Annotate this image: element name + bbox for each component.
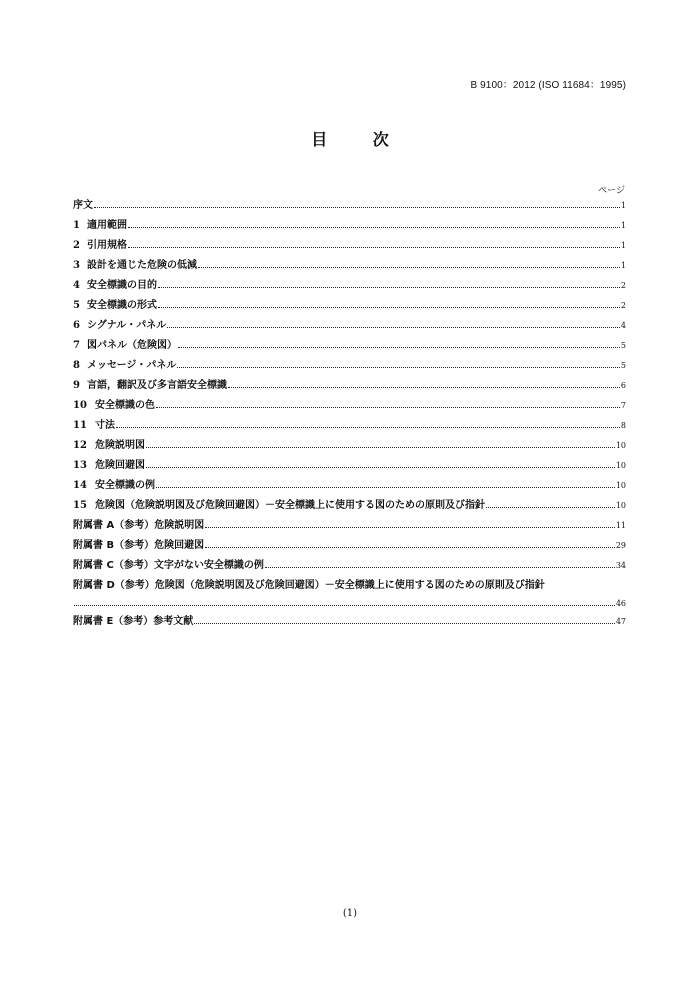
- toc-entry[interactable]: [73, 476, 626, 496]
- toc-entry-page: 10: [615, 441, 626, 450]
- toc-entry[interactable]: [73, 276, 626, 296]
- dot-leader: [146, 466, 615, 468]
- dot-leader: [156, 406, 620, 408]
- toc-entry-label: 安全標識の色: [95, 400, 155, 411]
- table-of-contents: [73, 196, 626, 632]
- toc-entry-label: 附属書 C（参考）文字がない安全標識の例: [73, 560, 264, 571]
- toc-entry[interactable]: [73, 256, 626, 276]
- toc-entry-label: 引用規格: [87, 240, 127, 251]
- toc-entry-number: 7: [73, 340, 80, 351]
- toc-entry-label: 附属書 D（参考）危険図（危険説明図及び危険回避図）－安全標識上に使用する図のための原則及び指針: [73, 580, 545, 591]
- toc-entry-number: 15: [73, 500, 87, 511]
- toc-entry-page: 7: [620, 401, 626, 410]
- toc-entry[interactable]: [73, 516, 626, 536]
- document-code: B 9100：2012 (ISO 11684：1995): [470, 80, 626, 91]
- toc-entry[interactable]: [73, 612, 626, 632]
- toc-entry[interactable]: [73, 216, 626, 236]
- dot-leader: [198, 266, 620, 268]
- dot-leader: [128, 246, 620, 248]
- toc-entry-number: 9: [73, 380, 80, 391]
- toc-entry-label: 安全標識の例: [95, 480, 155, 491]
- toc-entry-number: 4: [73, 280, 80, 291]
- dot-leader: [167, 326, 620, 328]
- toc-entry-page: 34: [615, 561, 626, 570]
- toc-entry[interactable]: [73, 496, 626, 516]
- toc-entry-page: 6: [620, 381, 626, 390]
- toc-entry-number: 11: [73, 420, 87, 431]
- toc-entry-page: 46: [615, 599, 626, 608]
- dot-leader: [128, 226, 620, 228]
- toc-entry-number: 3: [73, 260, 80, 271]
- toc-entry-page: 10: [615, 461, 626, 470]
- toc-entry[interactable]: [73, 316, 626, 336]
- toc-entry-page: 1: [620, 221, 626, 230]
- toc-entry-page: 1: [620, 261, 626, 270]
- dot-leader: [177, 366, 620, 368]
- toc-entry[interactable]: [73, 376, 626, 396]
- toc-entry[interactable]: [73, 336, 626, 356]
- toc-entry-page: 1: [620, 201, 626, 210]
- toc-entry-label: 序文: [73, 200, 93, 211]
- dot-leader: [158, 286, 620, 288]
- toc-entry-number: 14: [73, 480, 87, 491]
- toc-entry[interactable]: [73, 396, 626, 416]
- toc-entry[interactable]: [73, 356, 626, 376]
- toc-entry-page: 10: [615, 481, 626, 490]
- toc-entry-page: 8: [620, 421, 626, 430]
- dot-leader: [228, 386, 620, 388]
- toc-entry-number: 1: [73, 220, 80, 231]
- dot-leader: [205, 546, 615, 548]
- page-title: 目 次: [311, 130, 409, 149]
- dot-leader: [74, 604, 615, 606]
- toc-entry[interactable]: [73, 536, 626, 556]
- dot-leader: [265, 566, 615, 568]
- toc-entry[interactable]: [73, 296, 626, 316]
- toc-entry-page: 2: [620, 301, 626, 310]
- toc-entry-continuation[interactable]: [73, 596, 626, 612]
- dot-leader: [205, 526, 615, 528]
- toc-entry-number: 5: [73, 300, 80, 311]
- page-number: (1): [342, 908, 358, 919]
- toc-entry-number: 2: [73, 240, 80, 251]
- toc-entry-label: 安全標識の形式: [87, 300, 157, 311]
- toc-entry-label: 安全標識の目的: [87, 280, 157, 291]
- toc-entry-label: 言語，翻訳及び多言語安全標識: [87, 380, 227, 391]
- toc-entry-number: 8: [73, 360, 80, 371]
- dot-leader: [486, 506, 615, 508]
- toc-entry-page: 47: [615, 617, 626, 626]
- toc-entry[interactable]: [73, 436, 626, 456]
- toc-entry[interactable]: [73, 416, 626, 436]
- page-column-label: ページ: [598, 186, 625, 196]
- toc-entry-label: 危険説明図: [95, 440, 145, 451]
- toc-entry-label: 附属書 B（参考）危険回避図: [73, 540, 205, 551]
- toc-entry-label: シグナル・パネル: [87, 320, 167, 331]
- dot-leader: [146, 446, 615, 448]
- toc-entry-page: 4: [620, 321, 626, 330]
- dot-leader: [178, 346, 620, 348]
- toc-entry-page: 5: [620, 341, 626, 350]
- toc-entry-label: 図パネル（危険図）: [87, 340, 177, 351]
- dot-leader: [156, 486, 615, 488]
- toc-entry-label: 適用範囲: [87, 220, 127, 231]
- dot-leader: [94, 206, 620, 208]
- toc-entry[interactable]: [73, 556, 626, 576]
- toc-entry-page: 10: [615, 501, 626, 510]
- toc-entry-label: 附属書 A（参考）危険説明図: [73, 520, 205, 531]
- toc-entry-number: 10: [73, 400, 87, 411]
- dot-leader: [116, 426, 620, 428]
- toc-entry-label: メッセージ・パネル: [87, 360, 177, 371]
- toc-entry-page: 11: [615, 521, 626, 530]
- toc-entry[interactable]: [73, 576, 626, 596]
- dot-leader: [158, 306, 620, 308]
- toc-entry-label: 危険回避図: [95, 460, 145, 471]
- toc-entry-number: 6: [73, 320, 80, 331]
- toc-entry-label: 設計を通じた危険の低減: [87, 260, 197, 271]
- toc-entry-page: 1: [620, 241, 626, 250]
- toc-entry[interactable]: [73, 236, 626, 256]
- dot-leader: [194, 622, 615, 624]
- toc-entry-page: 5: [620, 361, 626, 370]
- toc-entry-label: 寸法: [95, 420, 115, 431]
- toc-entry[interactable]: [73, 196, 626, 216]
- toc-entry-number: 13: [73, 460, 87, 471]
- toc-entry-page: 29: [615, 541, 626, 550]
- toc-entry[interactable]: [73, 456, 626, 476]
- toc-entry-label: 危険図（危険説明図及び危険回避図）－安全標識上に使用する図のための原則及び指針: [95, 500, 485, 511]
- toc-entry-number: 12: [73, 440, 87, 451]
- toc-entry-page: 2: [620, 281, 626, 290]
- toc-entry-label: 附属書 E（参考）参考文献: [73, 616, 194, 627]
